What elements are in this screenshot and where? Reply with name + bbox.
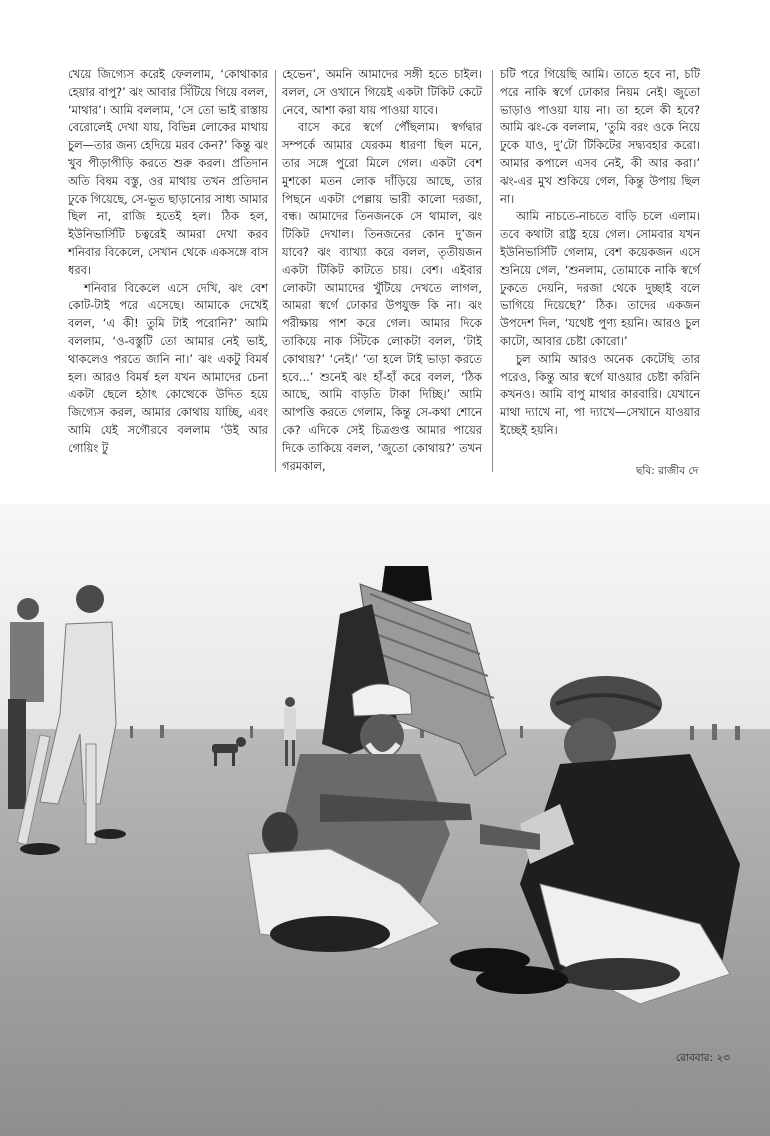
- photo-credit: ছবি: রাজীব দে: [636, 465, 699, 477]
- paragraph: শনিবার বিকেলে এসে দেখি, ঝং বেশ কোট-টাই পরে এসেছে। আমাকে দেখেই বলল, ‘এ কী! তুমি টাই পরোনি?’ আমি বললাম, ‘ও-বস্তুটি তো আমার নেই ভাই, থাকলেও পরতে জানি না।’ ঝং একটু বিমর্ষ হল। আরও বিমর্ষ হল যখন আমাদের চেনা একটা ছেলে হঠাৎ কোত্থেকে উদিত হয়ে জিগ্যেস করল, আমার কোথায় যাচ্ছি, এবং আমি যেই সগৌরবে বললাম ‘উই আর গোয়িং টু: [68, 280, 268, 455]
- column-3: [500, 66, 700, 440]
- column-2: [282, 66, 482, 475]
- photograph: [0, 504, 770, 1136]
- column-rule: [275, 70, 276, 472]
- paragraph: চুল আমি আরও অনেক কেটেছি তার পরেও, কিন্তু আর স্বর্গে যাওয়ার চেষ্টা করিনি কখনও। আমি বাপু মাথার কারবারি। যেখানে মাথা দ্যাখে না, পা দ্যাখে—সেখানে যাওয়ার ইচ্ছেই হয়নি।: [500, 351, 700, 437]
- paragraph: বাসে করে স্বর্গে পৌঁছলাম। স্বর্গদ্বার সম্পর্কে আমার যেরকম ধারণা ছিল মনে, তার সঙ্গে পুরো মিলে গেল। একটা বেশ মুশকো মতন লোক দাঁড়িয়ে আছে, তার পিছনে একটা পেল্লায় ভারী কালো দরজা, বন্ধ। আমাদের তিনজনকে সে থামাল, ঝং টিকিট দেখাল। তিনজনের কোন দু’জন যাবে? ঝং ব্যাখ্যা করে বলল, তৃতীয়জন একটা টিকিট কাটতে চায়। বেশ। এইবার লোকটা আমাদের খুঁটিয়ে দেখতে লাগল, আমরা স্বর্গে ঢোকার উপযুক্ত কি না। ঝং পরীক্ষায় পাশ করে গেল। আমার দিকে তাকিয়ে নাক সিঁটকে লোকটা বলল, ‘টাই কোথায়?’ ‘নেই।’ ‘তা হলে টাই ভাড়া করতে হবে...’ শুনেই ঝং হাঁ-হাঁ করে বলল, ‘ঠিক আছে, আমি বাড়তি টাকা দিচ্ছি।’ আমি আপত্তি করতে গেলাম, কিন্তু সে-কথা শোনে কে? এদিকে সেই চিত্রগুপ্ত আমার পায়ের দিকে তাকিয়ে বলল, ‘জুতো কোথায়?’ তখন গরমকাল,: [282, 120, 482, 473]
- paragraph: চটি পরে গিয়েছি আমি। তাতে হবে না, চটি পরে নাকি স্বর্গে ঢোকার নিয়ম নেই। জুতো ভাড়াও পাওয়া যায় না। তা হলে কী হবে? আমি ঝং-কে বললাম, ‘তুমি বরং ওকে নিয়ে ঢুকে যাও, দু’টো টিকিটের সদ্ব্যবহার করো। আমার কপালে এসব নেই, কী আর করা।’ ঝং-এর মুখ শুকিয়ে গেল, কিন্তু উপায় ছিল না।: [500, 67, 700, 206]
- paragraph: আমি নাচতে-নাচতে বাড়ি চলে এলাম। তবে কথাটা রাষ্ট্র হয়ে গেল। সোমবার যখন ইউনিভার্সিটি গেলাম, বেশ কয়েকজন এসে শুনিয়ে গেল, ‘শুনলাম, তোমাকে নাকি স্বর্গে ঢুকতে দেয়নি, দরজা থেকে দুচ্ছাই বলে ভাগিয়ে দিয়েছে?’ ঠিক। তাদের একজন উপদেশ দিল, ‘যথেষ্ট পুণ্য হয়নি। আরও চুল কাটো, আবার চেষ্টা কোরো।’: [500, 209, 700, 348]
- paragraph: হেভেন’, অমনি আমাদের সঙ্গী হতে চাইল। বলল, সে ওখানে গিয়েই একটা টিকিট কেটে নেবে, আশা করা যায় পাওয়া যাবে।: [282, 67, 482, 117]
- article-text: [68, 66, 718, 480]
- page-folio: রোববার: ২৩: [675, 1052, 730, 1064]
- column-1: [68, 66, 268, 458]
- photo-illustration: [0, 504, 770, 1136]
- column-rule: [492, 70, 493, 472]
- paragraph: খেয়ে জিগ্যেস করেই ফেললাম, ‘কোথাকার হেয়ার বাপু?’ ঝং আবার সিঁটিয়ে গিয়ে বলল, ‘মাথার’। আমি বললাম, ‘সে তো ভাই রাস্তায় বেরোলেই দেখা যায়, বিভিন্ন লোকের মাথায় চুল—তার জন্য হেদিয়ে মরব কেন?’ কিন্তু ঝং খুব পীড়াপীড়ি করতে শুরু করল। প্রতিদান অতি বিষম বস্তু, ওর মাথায় তখন প্রতিদান ঢুকে গিয়েছে, সে-ভূত ছাড়ানোর সাধ্য আমার ছিল না, রাজি হতেই হল। ঠিক হল, ইউনিভার্সিটি চত্বরেই আমরা দেখা করব শনিবার বিকেলে, সেখান থেকে একসঙ্গে বাস ধরব।: [68, 67, 268, 277]
